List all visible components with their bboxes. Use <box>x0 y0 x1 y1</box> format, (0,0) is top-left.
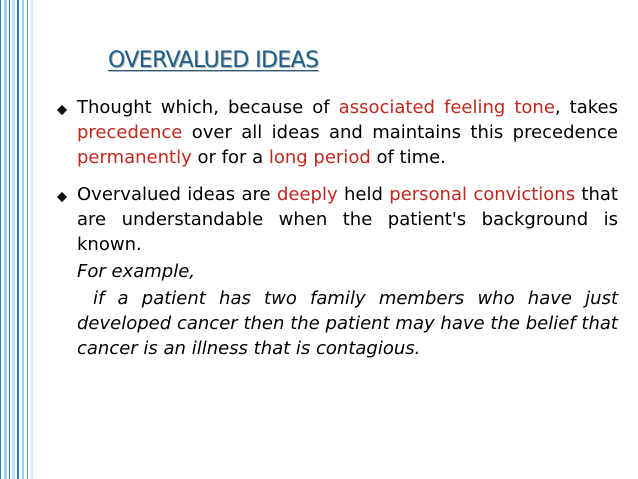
border-line <box>17 0 19 479</box>
bullet-diamond-icon <box>57 192 67 202</box>
text-segment: , takes <box>554 97 619 118</box>
text-segment: that are understandable when the patient's background is known. <box>77 184 618 255</box>
highlighted-term: permanently <box>77 147 192 168</box>
border-line <box>9 0 10 479</box>
bullet-text <box>77 184 618 255</box>
example-label: For example, <box>77 261 196 282</box>
text-segment: over all ideas and maintains this precedence <box>182 122 618 143</box>
text-segment: held <box>337 184 390 205</box>
border-line <box>31 0 33 479</box>
slide-content <box>52 95 618 361</box>
example-text: if a patient has two family members who have just developed cancer then the patient may have the belief that cancer is an illness that is contagious. <box>77 288 618 359</box>
text-segment: of time. <box>370 147 446 168</box>
bullet-point <box>52 182 618 257</box>
highlighted-term: associated feeling tone <box>338 97 555 118</box>
border-line <box>12 0 15 479</box>
text-segment: Overvalued ideas are <box>77 184 277 205</box>
bullet-diamond-icon <box>57 105 67 115</box>
highlighted-term: deeply <box>276 184 338 205</box>
highlighted-term: personal convictions <box>389 184 576 205</box>
slide-title: OVERVALUED IDEAS <box>108 48 319 73</box>
border-line <box>27 0 28 479</box>
highlighted-term: precedence <box>77 122 183 143</box>
text-segment: Thought which, because of <box>77 97 339 118</box>
bullet-point <box>52 95 618 170</box>
border-line <box>0 0 1 479</box>
bullet-text <box>77 97 618 168</box>
text-segment: or for a <box>191 147 269 168</box>
border-line <box>4 0 7 479</box>
highlighted-term: long period <box>268 147 371 168</box>
border-line <box>22 0 24 479</box>
